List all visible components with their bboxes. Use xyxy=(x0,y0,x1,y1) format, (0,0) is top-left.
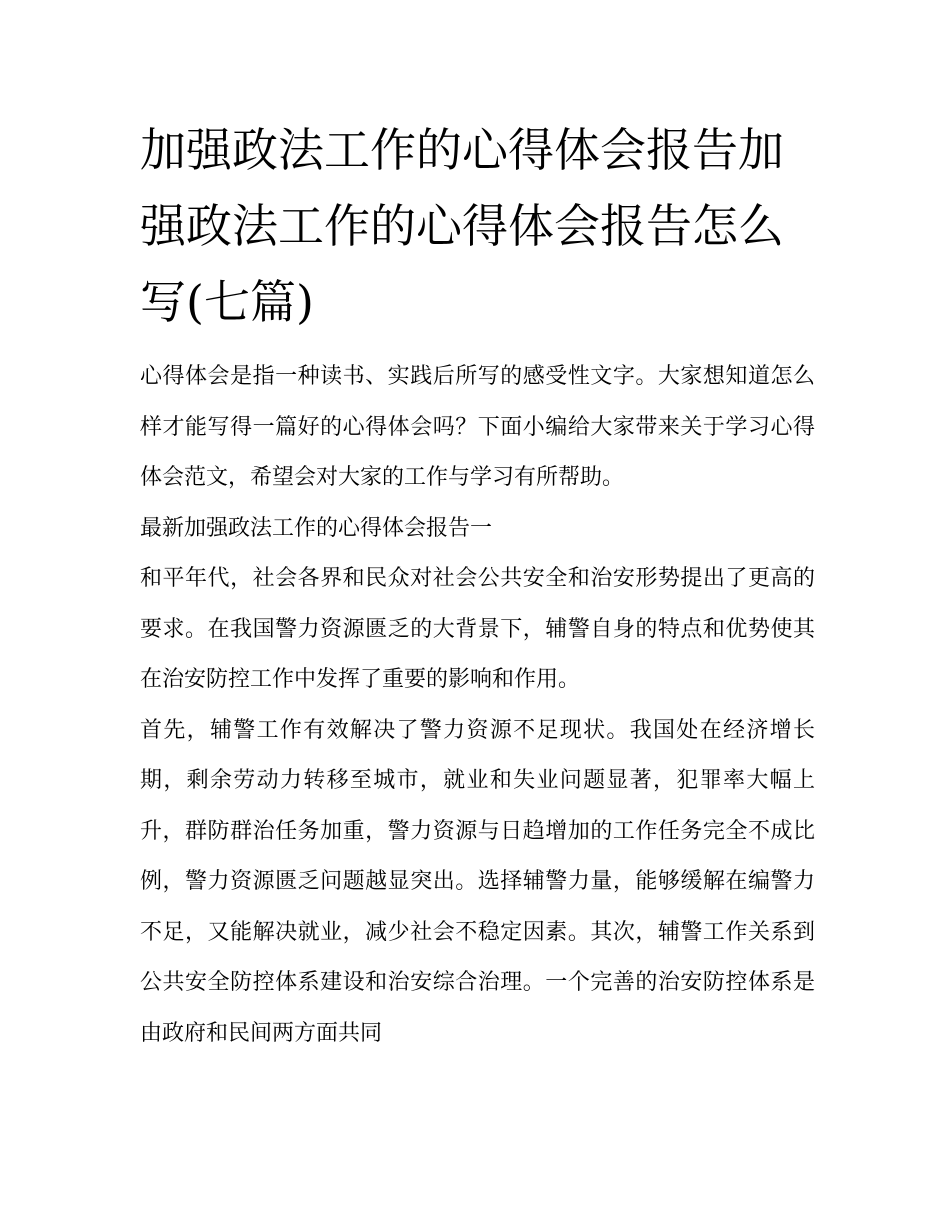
body-paragraph: 首先，辅警工作有效解决了警力资源不足现状。我国处在经济增长期，剩余劳动力转移至城市，就业和失业问题显著，犯罪率大幅上升，群防群治任务加重，警力资源与日趋增加的工作任务完全不成比例，警力资源匮乏问题越显突出。选择辅警力量，能够缓解在编警力不足，又能解决就业，减少社会不稳定因素。其次，辅警工作关系到公共安全防控体系建设和治安综合治理。一个完善的治安防控体系是由政府和民间两方面共同 xyxy=(140,717,815,1046)
body-paragraph: 和平年代，社会各界和民众对社会公共安全和治安形势提出了更高的要求。在我国警力资源匮乏的大背景下，辅警自身的特点和优势使其在治安防控工作中发挥了重要的影响和作用。 xyxy=(140,566,815,692)
document-body xyxy=(140,112,815,1059)
document-title: 加强政法工作的心得体会报告加强政法工作的心得体会报告怎么写(七篇) xyxy=(140,123,784,329)
intro-paragraph: 心得体会是指一种读书、实践后所写的感受性文字。大家想知道怎么样才能写得一篇好的心得体会吗？下面小编给大家带来关于学习心得体会范文，希望会对大家的工作与学习有所帮助。 xyxy=(140,364,815,490)
section-heading: 最新加强政法工作的心得体会报告一 xyxy=(140,515,493,541)
